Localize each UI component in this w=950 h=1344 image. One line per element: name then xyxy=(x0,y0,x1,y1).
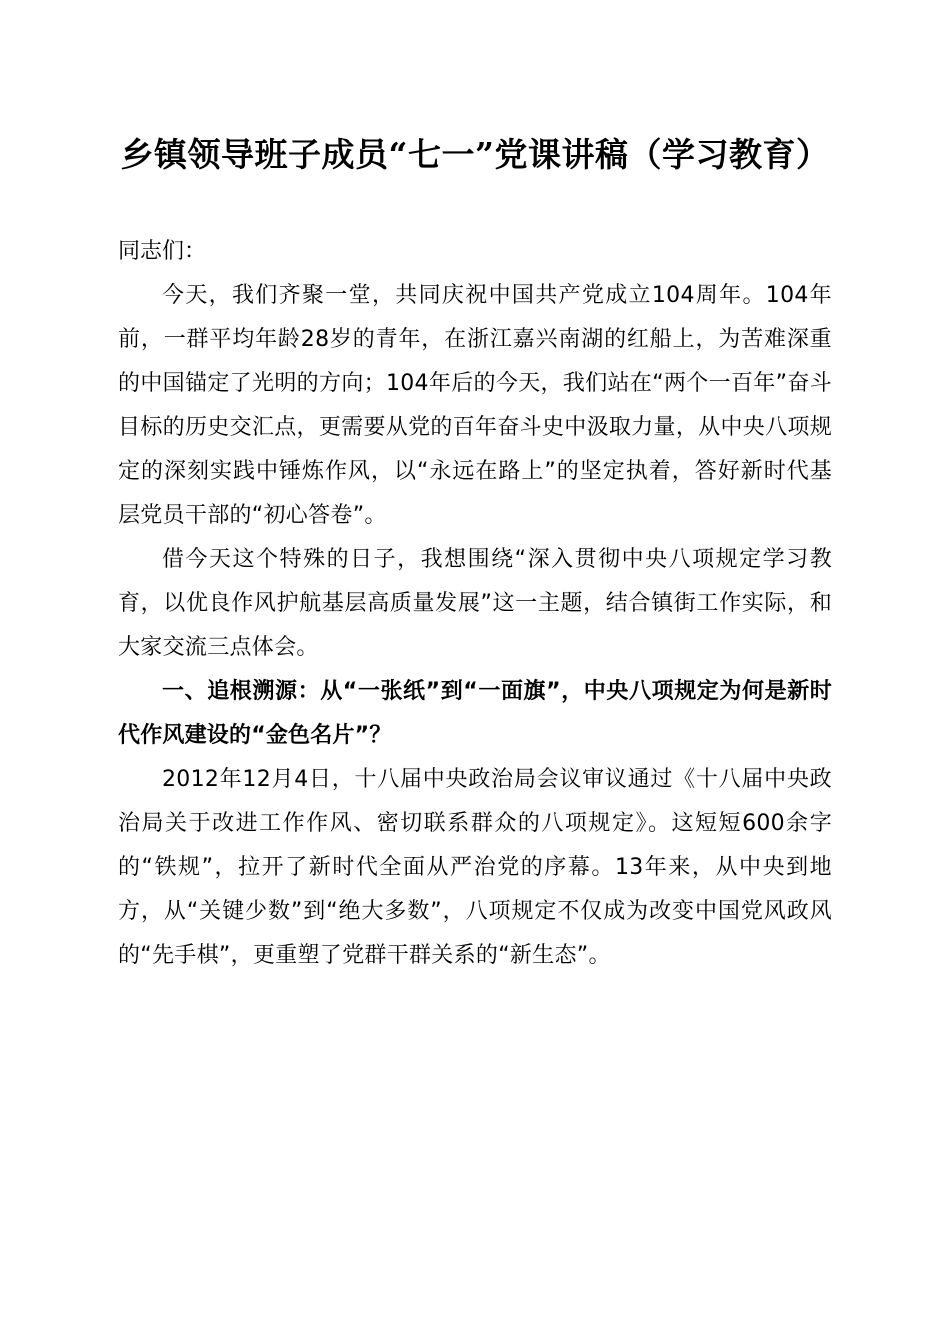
paragraph-intro: 今天，我们齐聚一堂，共同庆祝中国共产党成立104周年。104年前，一群平均年龄28岁的青年，在浙江嘉兴南湖的红船上，为苦难深重的中国锚定了光明的方向；104年后的今天，我们站在“两个一百年”奋斗目标的历史交汇点，更需要从党的百年奋斗史中汲取力量，从中央八项规定的深刻实践中锤炼作风，以“永远在路上”的坚定执着，答好新时代基层党员干部的“初心答卷”。 xyxy=(118,283,832,528)
section-heading-one: 一、追根溯源：从“一张纸”到“一面旗”，中央八项规定为何是新时代作风建设的“金色名片”？ xyxy=(118,679,832,748)
document-title: 乡镇领导班子成员“七一”党课讲稿（学习教育） xyxy=(120,135,830,174)
paragraph-theme: 借今天这个特殊的日子，我想围绕“深入贯彻中央八项规定学习教育，以优良作风护航基层高质量发展”这一主题，结合镇街工作实际，和大家交流三点体会。 xyxy=(118,547,832,660)
paragraph-section-one: 2012年12月4日，十八届中央政治局会议审议通过《十八届中央政治局关于改进工作作风、密切联系群众的八项规定》。这短短600余字的“铁规”，拉开了新时代全面从严治党的序幕。13年来，从中央到地方，从“关键少数”到“绝大多数”，八项规定不仅成为改变中国党风政风的“先手棋”，更重塑了党群干群关系的“新生态”。 xyxy=(118,767,832,968)
document-body xyxy=(118,130,832,978)
salutation: 同志们： xyxy=(118,239,207,264)
